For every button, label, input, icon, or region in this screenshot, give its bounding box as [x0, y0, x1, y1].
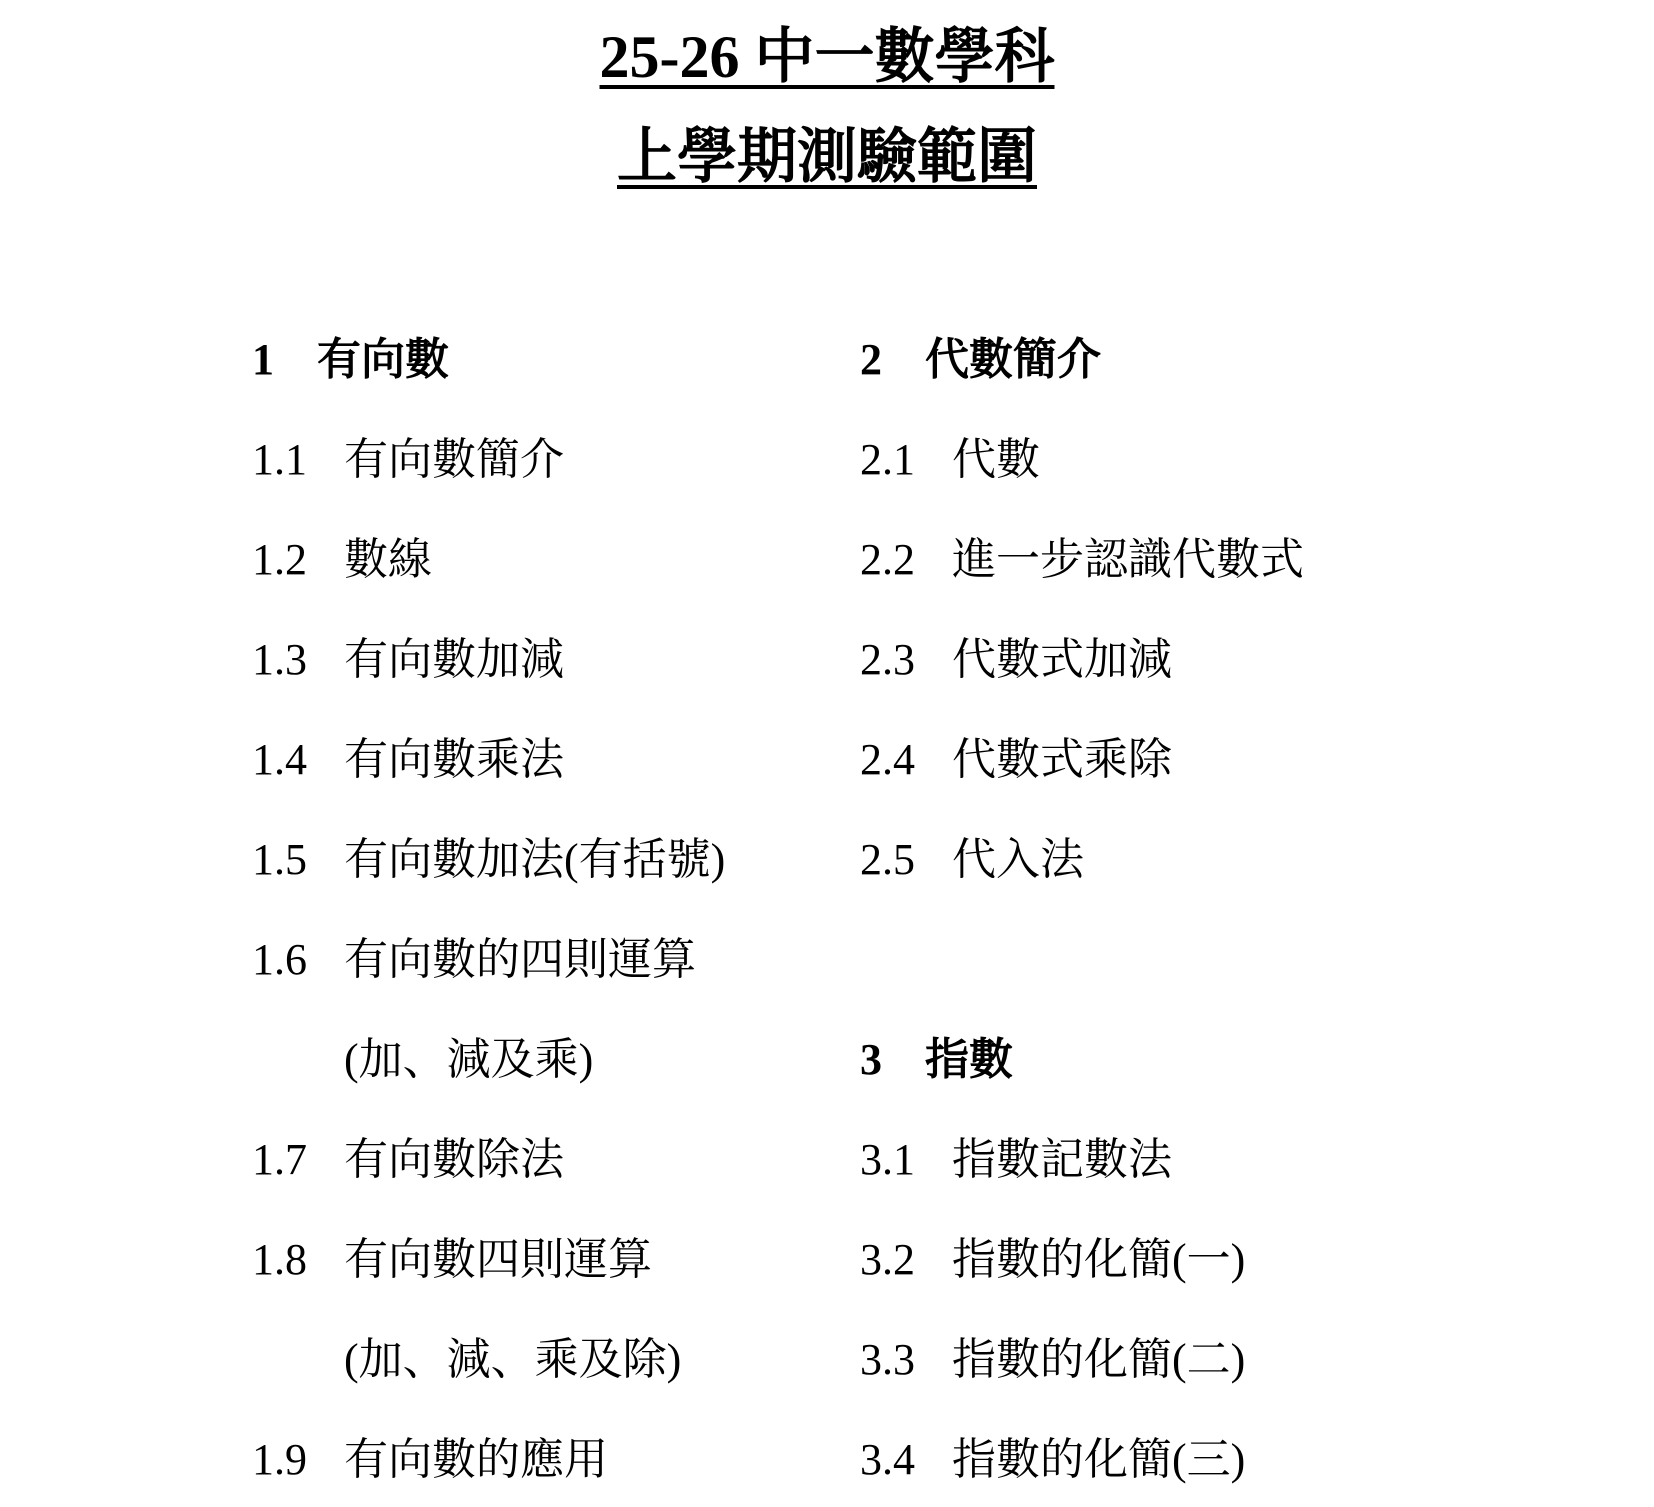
section-number: 2.2 [860, 535, 915, 584]
section-title: 進一步認識代數式 [952, 535, 1304, 584]
section-number: 2.4 [860, 735, 915, 784]
section-number: 3.1 [860, 1135, 915, 1184]
section-title: 代入法 [952, 835, 1084, 884]
section-number: 1.6 [252, 935, 307, 984]
section-number: 1.9 [252, 1435, 307, 1484]
section-title: 有向數簡介 [344, 435, 564, 484]
section-title: 指數的化簡(三) [952, 1435, 1246, 1484]
section-title: 代數 [952, 435, 1040, 484]
section-title-continued: (加、減、乘及除) [344, 1335, 682, 1384]
section-number: 1.5 [252, 835, 307, 884]
section-title: 有向數乘法 [344, 735, 564, 784]
section-number: 2.5 [860, 835, 915, 884]
section-title: 數線 [344, 535, 432, 584]
page-title-line-2 [0, 122, 1654, 192]
section-title: 有向數的應用 [344, 1435, 608, 1484]
section-title: 有向數加減 [344, 635, 564, 684]
chapter-title: 指數 [925, 1035, 1013, 1084]
section-number: 1.1 [252, 435, 307, 484]
section-number: 3.2 [860, 1235, 915, 1284]
section-title: 代數式加減 [952, 635, 1172, 684]
section-number: 3.4 [860, 1435, 915, 1484]
page-title-line-1 [0, 22, 1654, 92]
section-number: 2.1 [860, 435, 915, 484]
section-number: 3.3 [860, 1335, 915, 1384]
section-title: 有向數四則運算 [344, 1235, 652, 1284]
section-title: 代數式乘除 [952, 735, 1172, 784]
chapter-number: 3 [860, 1035, 882, 1084]
section-number: 2.3 [860, 635, 915, 684]
section-number: 1.7 [252, 1135, 307, 1184]
section-number: 1.3 [252, 635, 307, 684]
title-text-2: 上學期測驗範圍 [617, 124, 1037, 190]
section-title: 有向數加法(有括號) [344, 835, 726, 884]
section-number: 1.4 [252, 735, 307, 784]
section-number: 1.2 [252, 535, 307, 584]
title-text-1: 25-26 中一數學科 [599, 24, 1055, 90]
section-title: 指數的化簡(一) [952, 1235, 1246, 1284]
chapter-number: 2 [860, 335, 882, 384]
section-title: 有向數除法 [344, 1135, 564, 1184]
chapter-number: 1 [252, 335, 274, 384]
chapter-title: 有向數 [317, 335, 449, 384]
chapter-title: 代數簡介 [925, 335, 1101, 384]
section-number: 1.8 [252, 1235, 307, 1284]
section-title: 指數記數法 [952, 1135, 1172, 1184]
section-title: 有向數的四則運算 [344, 935, 696, 984]
section-title: 指數的化簡(二) [952, 1335, 1246, 1384]
section-title-continued: (加、減及乘) [344, 1035, 594, 1084]
